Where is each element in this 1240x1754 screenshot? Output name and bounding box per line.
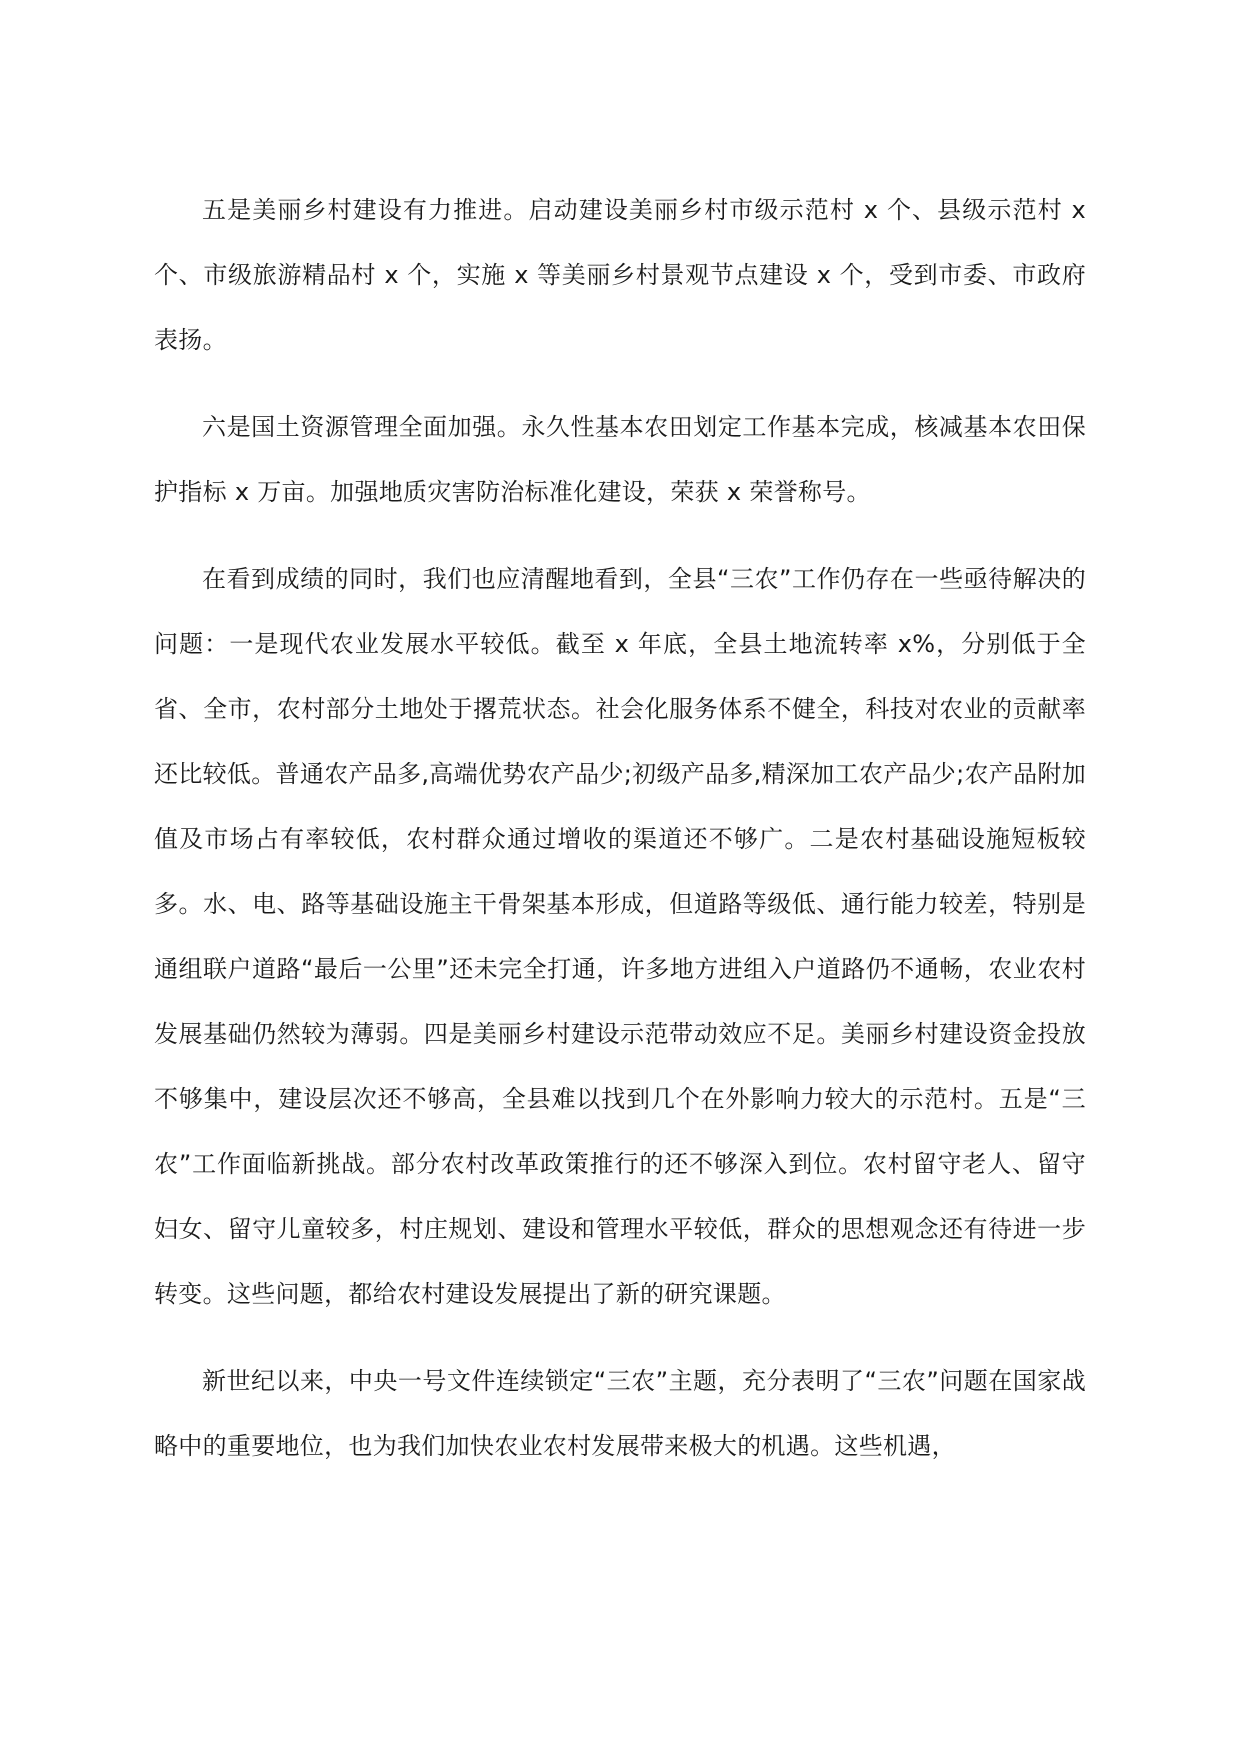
- paragraph-beautiful-village: 五是美丽乡村建设有力推进。启动建设美丽乡村市级示范村 x 个、县级示范村 x 个、市级旅游精品村 x 个，实施 x 等美丽乡村景观节点建设 x 个，受到市委、市政府表扬。: [154, 196, 1086, 354]
- document-page: [154, 178, 1086, 1501]
- paragraph-problems: 在看到成绩的同时，我们也应清醒地看到，全县“三农”工作仍存在一些亟待解决的问题：一是现代农业发展水平较低。截至 x 年底，全县土地流转率 x%，分别低于全省、全市，农村部分土地处于撂荒状态。社会化服务体系不健全，科技对农业的贡献率还比较低。普通农产品多,高端优势农产品少;初级产品多,精深加工农产品少;农产品附加值及市场占有率较低，农村群众通过增收的渠道还不够广。二是农村基础设施短板较多。水、电、路等基础设施主干骨架基本形成，但道路等级低、通行能力较差，特别是通组联户道路“最后一公里”还未完全打通，许多地方进组入户道路仍不通畅，农业农村发展基础仍然较为薄弱。四是美丽乡村建设示范带动效应不足。美丽乡村建设资金投放不够集中，建设层次还不够高，全县难以找到几个在外影响力较大的示范村。五是“三农”工作面临新挑战。部分农村改革政策推行的还不够深入到位。农村留守老人、留守妇女、留守儿童较多，村庄规划、建设和管理水平较低，群众的思想观念还有待进一步转变。这些问题，都给农村建设发展提出了新的研究课题。: [154, 565, 1086, 1308]
- paragraph-new-century: 新世纪以来，中央一号文件连续锁定“三农”主题，充分表明了“三农”问题在国家战略中的重要地位，也为我们加快农业农村发展带来极大的机遇。这些机遇，: [154, 1367, 1086, 1460]
- paragraph-land-resources: 六是国土资源管理全面加强。永久性基本农田划定工作基本完成，核减基本农田保护指标 x 万亩。加强地质灾害防治标准化建设，荣获 x 荣誉称号。: [154, 413, 1086, 506]
